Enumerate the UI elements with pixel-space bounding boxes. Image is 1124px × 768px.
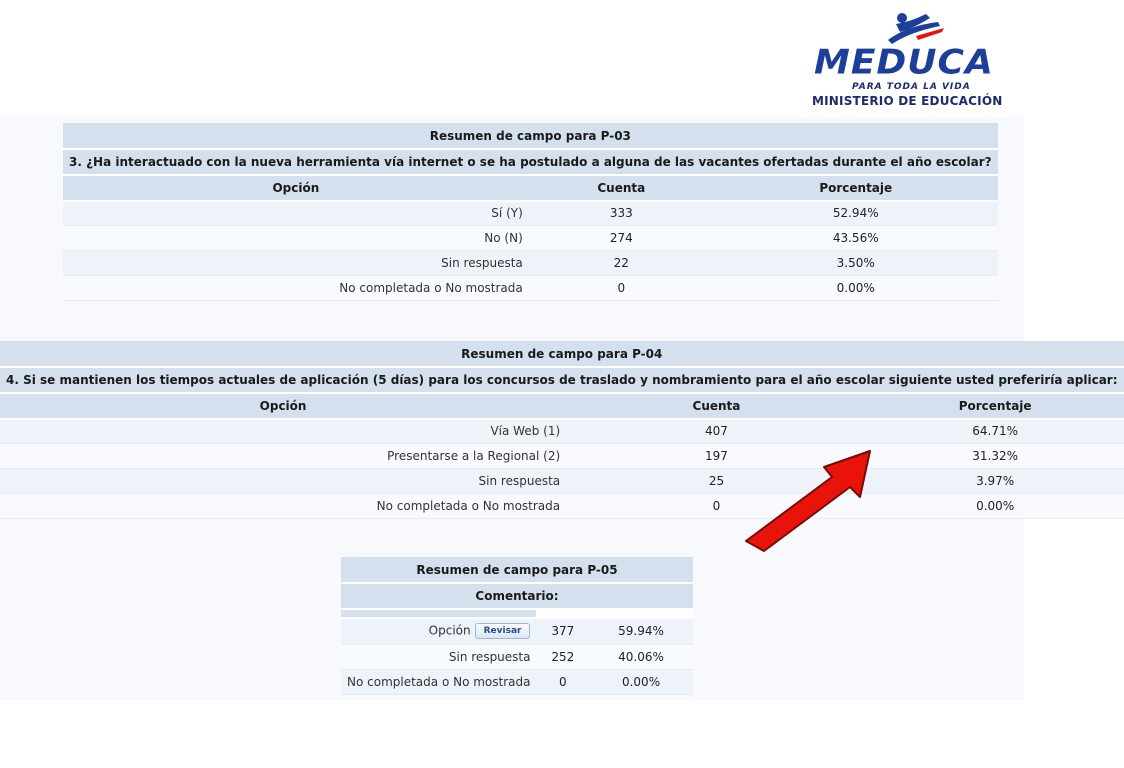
row-label: Sin respuesta — [63, 250, 529, 275]
row-label: Sin respuesta — [0, 468, 566, 493]
column-header-spacer — [341, 609, 536, 618]
column-header-spacer — [536, 609, 589, 618]
meduca-logo — [808, 8, 1018, 108]
logo-tagline: PARA TODA LA VIDA — [852, 82, 971, 92]
row-percent: 0.00% — [867, 493, 1124, 518]
column-header-option: Opción — [0, 393, 566, 419]
row-count: 0 — [566, 493, 867, 518]
row-percent: 59.94% — [589, 618, 693, 644]
row-label: Vía Web (1) — [0, 419, 566, 443]
row-label-cell — [341, 618, 536, 644]
table-row — [341, 644, 693, 669]
row-count: 0 — [536, 669, 589, 694]
summary-table-p05 — [341, 557, 693, 695]
revisar-button[interactable]: Revisar — [475, 623, 531, 639]
row-percent: 52.94% — [714, 201, 998, 225]
table-row — [341, 669, 693, 694]
question-text: Comentario: — [341, 583, 693, 609]
row-count: 377 — [536, 618, 589, 644]
row-label: Presentarse a la Regional (2) — [0, 443, 566, 468]
column-header-count: Cuenta — [566, 393, 867, 419]
table-row — [0, 443, 1124, 468]
row-percent: 31.32% — [867, 443, 1124, 468]
row-percent: 40.06% — [589, 644, 693, 669]
table-row — [341, 618, 693, 644]
table-row — [0, 468, 1124, 493]
row-label: Sí (Y) — [63, 201, 529, 225]
table-row — [63, 275, 998, 300]
row-label: No completada o No mostrada — [341, 669, 536, 694]
row-count: 333 — [529, 201, 714, 225]
table-row — [63, 201, 998, 225]
logo-ministry: MINISTERIO DE EDUCACIÓN — [812, 94, 1003, 108]
summary-table-p04 — [0, 341, 1124, 519]
red-arrow-icon — [740, 445, 880, 560]
row-percent: 3.50% — [714, 250, 998, 275]
column-header-percent: Porcentaje — [867, 393, 1124, 419]
row-label: No completada o No mostrada — [0, 493, 566, 518]
row-count: 22 — [529, 250, 714, 275]
row-percent: 3.97% — [867, 468, 1124, 493]
row-count: 0 — [529, 275, 714, 300]
row-percent: 0.00% — [714, 275, 998, 300]
row-count: 197 — [566, 443, 867, 468]
table-title: Resumen de campo para P-05 — [341, 557, 693, 583]
question-text: 3. ¿Ha interactuado con la nueva herramienta vía internet o se ha postulado a alguna de las vacantes ofertadas durante el año escolar? — [63, 149, 998, 175]
logo-wordmark: MEDUCA — [814, 43, 994, 82]
row-count: 25 — [566, 468, 867, 493]
question-text: 4. Si se mantienen los tiempos actuales de aplicación (5 días) para los concursos de traslado y nombramiento para el año escolar siguiente usted preferiría aplicar: — [0, 367, 1124, 393]
row-label: No completada o No mostrada — [63, 275, 529, 300]
row-label: Opción — [428, 623, 471, 638]
row-percent: 64.71% — [867, 419, 1124, 443]
row-percent: 0.00% — [589, 669, 693, 694]
table-title: Resumen de campo para P-03 — [63, 123, 998, 149]
table-row — [0, 419, 1124, 443]
table-row — [0, 493, 1124, 518]
row-label: Sin respuesta — [341, 644, 536, 669]
table-row — [63, 250, 998, 275]
table-row — [63, 225, 998, 250]
column-header-percent: Porcentaje — [714, 175, 998, 201]
column-header-spacer — [589, 609, 693, 618]
row-count: 274 — [529, 225, 714, 250]
summary-table-p03 — [63, 123, 998, 301]
table-title: Resumen de campo para P-04 — [0, 341, 1124, 367]
row-count: 407 — [566, 419, 867, 443]
column-header-count: Cuenta — [529, 175, 714, 201]
row-label: No (N) — [63, 225, 529, 250]
row-count: 252 — [536, 644, 589, 669]
column-header-option: Opción — [63, 175, 529, 201]
row-percent: 43.56% — [714, 225, 998, 250]
